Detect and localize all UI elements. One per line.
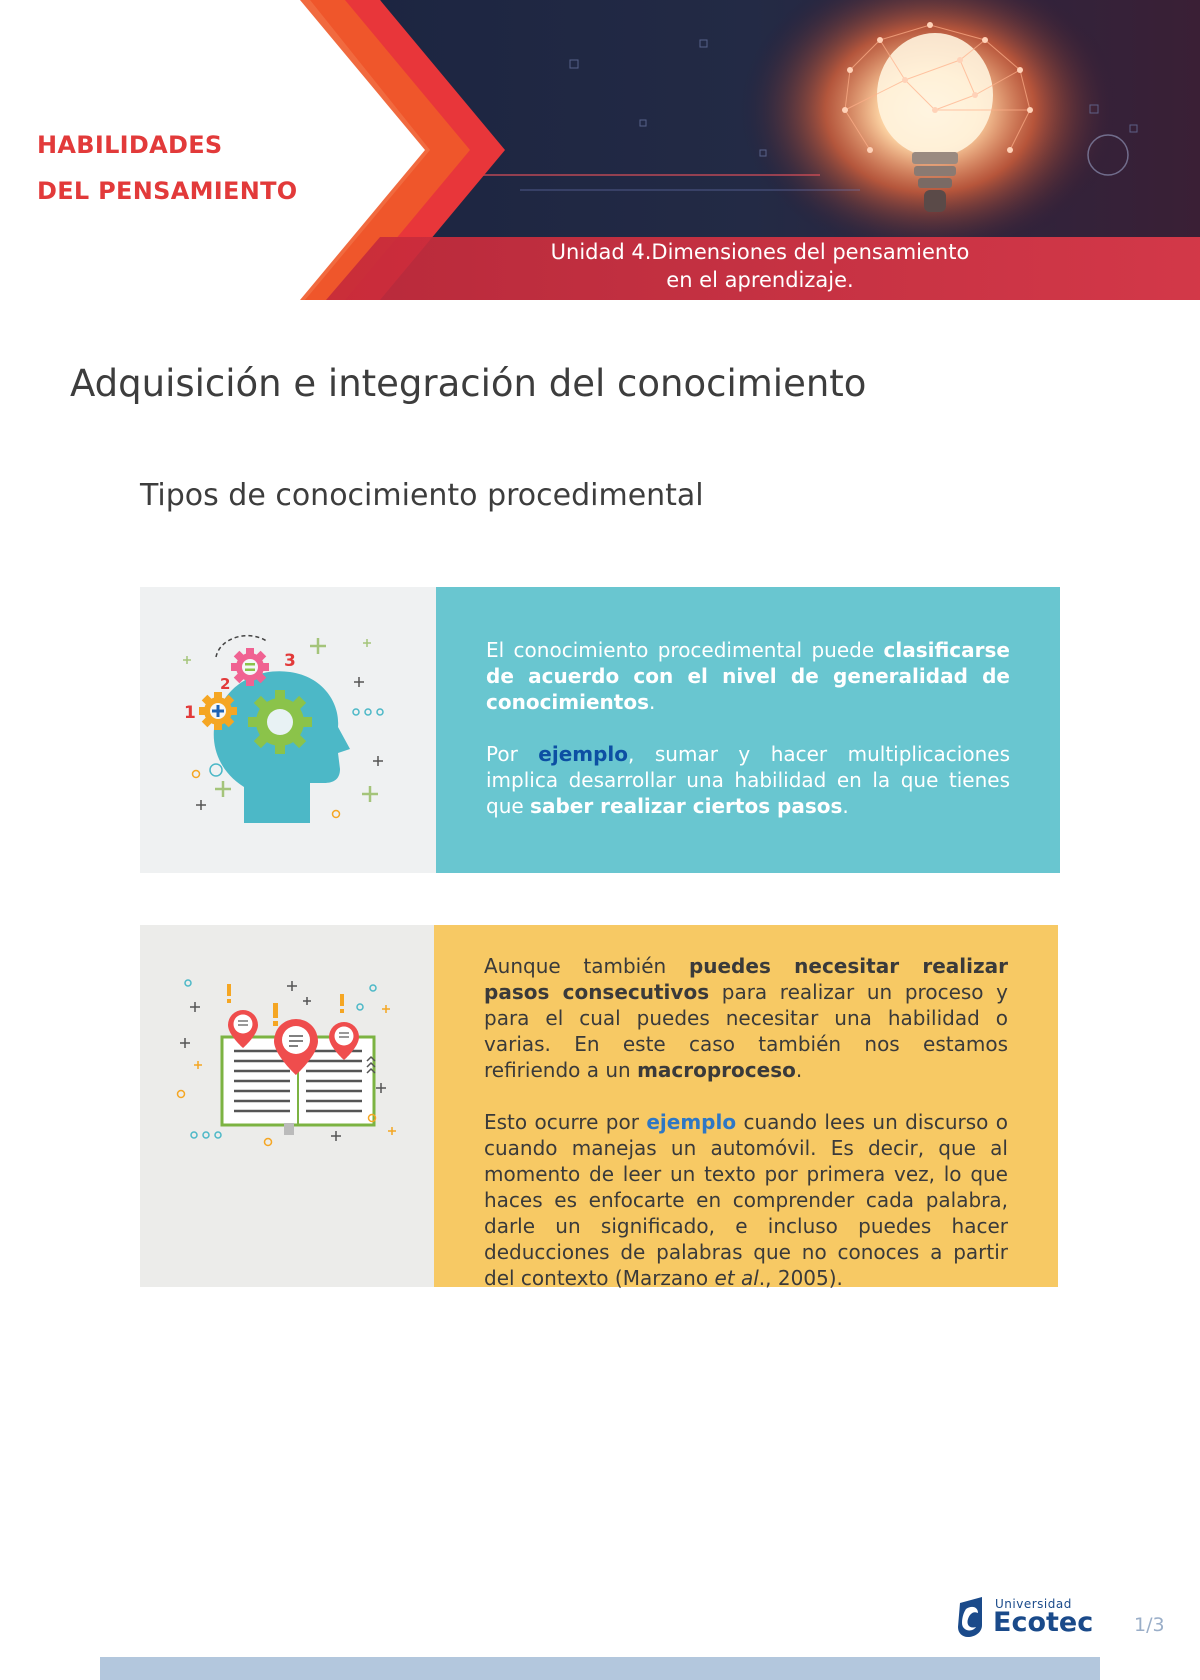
course-title-line1: HABILIDADES [37,131,223,159]
head-gears-icon [140,587,436,873]
subtitle: Tipos de conocimiento procedimental [140,478,704,513]
unit-title-line2: en el aprendizaje. [666,268,854,292]
equals-gear-icon [231,648,269,686]
gear-icon [248,690,312,754]
example-highlight: ejemplo [646,1110,737,1134]
example-highlight: ejemplo [538,742,629,766]
unit-title-line1: Unidad 4.Dimensiones del pensamiento [550,240,970,264]
card2-paragraph2: Esto ocurre por ejemplo cuando lees un discurso o cuando manejas un automóvil. Es decir, que al momento de leer un texto por primera vez, lo que haces es enfocarte en comprender cada palabra, darle un significado, e incluso puedes hacer deducciones de palabras que no conoces a partir del contexto (Marzano et al., 2005). [484,1110,1008,1290]
info-card-macroprocess [140,925,1060,1290]
logo-university-text: Universidad [995,1597,1072,1611]
card1-paragraph2: Por ejemplo, sumar y hacer multiplicaciones implica desarrollar una habilidad en la que tienes que saber realizar ciertos pasos. [486,742,1010,818]
page-number: 1/3 [1134,1614,1165,1636]
logo-brand-text: Ecotec [993,1607,1094,1638]
card2-illustration [140,925,434,1287]
section-title: Adquisición e integración del conocimiento [70,362,867,405]
book-pins-icon [140,925,434,1287]
step-number-3: 3 [284,651,296,671]
course-title-line2: DEL PENSAMIENTO [37,177,298,205]
card2-text [434,925,1058,1290]
step-number-2: 2 [220,675,231,693]
card2-paragraph1: Aunque también puedes necesitar realizar pasos consecutivos para realizar un proceso y para el cual puedes necesitar una habilidad o varias. En este caso también nos estamos refiriendo a un macroproceso. [484,954,1008,1082]
step-number-1: 1 [184,703,196,723]
info-card-classification [140,587,1060,873]
course-title [37,122,297,214]
header-banner [0,0,1200,300]
card1-illustration [140,587,436,873]
footer-bar [100,1657,1100,1680]
card1-text [436,587,1060,873]
card1-paragraph1: El conocimiento procedimental puede clasificarse de acuerdo con el nivel de generalidad de conocimientos. [486,638,1010,714]
plus-gear-icon [199,692,237,730]
unit-title [520,238,1000,294]
